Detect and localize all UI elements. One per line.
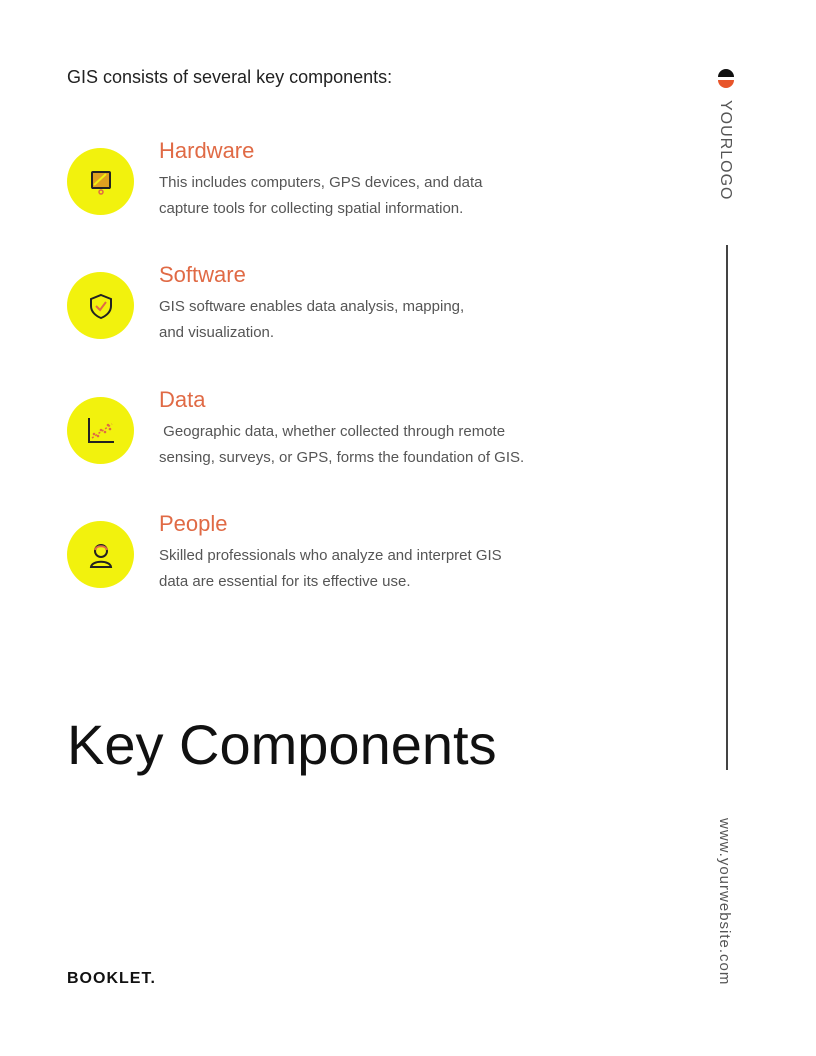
scatter-chart-icon (67, 397, 134, 464)
page-title: Key Components (67, 713, 497, 776)
component-description: This includes computers, GPS devices, and data capture tools for collecting spatial information. (159, 174, 483, 217)
divider-line (726, 245, 728, 770)
component-title: Data (159, 387, 206, 412)
component-software (67, 262, 547, 362)
component-description: Skilled professionals who analyze and interpret GIS data are essential for its effective use. (159, 547, 502, 590)
brand-label: BOOKLET. (67, 970, 156, 987)
website-link[interactable]: www.yourwebsite.com (716, 818, 733, 986)
component-description: GIS software enables data analysis, mapping, and visualization. (159, 298, 465, 341)
logo-text: YOURLOGO (717, 100, 734, 201)
shield-check-icon (67, 272, 134, 339)
component-title: People (159, 511, 228, 536)
component-data (67, 387, 547, 487)
person-icon (67, 521, 134, 588)
component-people (67, 511, 547, 611)
component-description: Geographic data, whether collected through remote sensing, surveys, or GPS, forms the foundation of GIS. (159, 423, 525, 466)
monitor-icon (67, 148, 134, 215)
logo-icon (716, 66, 736, 92)
component-hardware (67, 138, 547, 238)
component-title: Hardware (159, 138, 255, 163)
intro-text: GIS consists of several key components: (67, 67, 393, 87)
component-title: Software (159, 262, 246, 287)
